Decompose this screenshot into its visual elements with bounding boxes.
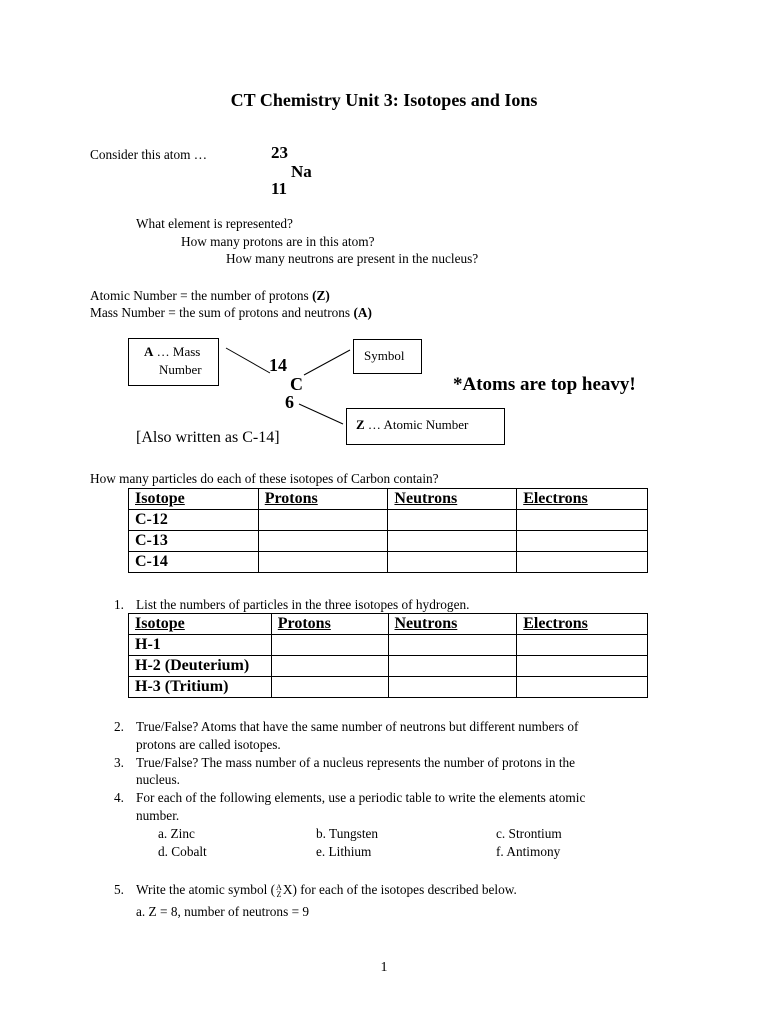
neutrons-cell[interactable] xyxy=(388,531,517,552)
neutrons-cell[interactable] xyxy=(388,510,517,531)
neutrons-cell[interactable] xyxy=(388,656,517,677)
question-3-number: 3. xyxy=(114,755,124,770)
atomic-number-box xyxy=(346,408,505,445)
neutrons-cell[interactable] xyxy=(388,552,517,573)
mass-number-box xyxy=(128,338,219,386)
table-row xyxy=(129,510,648,531)
electrons-cell[interactable] xyxy=(517,635,648,656)
atomic-number-symbol: (Z) xyxy=(312,288,330,303)
header-isotope: Isotope xyxy=(129,489,259,510)
electrons-cell[interactable] xyxy=(517,677,648,698)
table-row xyxy=(129,656,648,677)
carbon-isotope-table xyxy=(128,488,648,573)
intro-question-3: How many neutrons are present in the nucleus? xyxy=(226,251,479,266)
neutrons-cell[interactable] xyxy=(388,677,517,698)
atomic-box-letter: Z xyxy=(356,417,365,432)
question-3-line-2: nucleus. xyxy=(136,772,180,787)
protons-cell[interactable] xyxy=(271,656,388,677)
isotope-cell: C-12 xyxy=(129,510,259,531)
question-5-text xyxy=(136,882,517,898)
header-neutrons: Neutrons xyxy=(388,614,517,635)
table-row xyxy=(129,552,648,573)
header-neutrons: Neutrons xyxy=(388,489,517,510)
header-protons: Protons xyxy=(258,489,388,510)
isotope-cell: H-2 (Deuterium) xyxy=(129,656,272,677)
page-title: CT Chemistry Unit 3: Isotopes and Ions xyxy=(230,90,538,110)
element-strontium: c. Strontium xyxy=(496,826,562,841)
element-zinc: a. Zinc xyxy=(158,826,195,841)
question-2-line-1: True/False? Atoms that have the same number of neutrons but different numbers of xyxy=(136,719,579,734)
header-electrons: Electrons xyxy=(517,614,648,635)
carbon-table-prompt: How many particles do each of these isotopes of Carbon contain? xyxy=(90,471,439,486)
mass-number-symbol: (A) xyxy=(353,305,372,320)
isotope-cell: H-1 xyxy=(129,635,272,656)
header-protons: Protons xyxy=(271,614,388,635)
element-antimony: f. Antimony xyxy=(496,844,561,859)
carbon-mass-number: 14 xyxy=(269,355,287,375)
consider-label: Consider this atom … xyxy=(90,147,208,162)
header-electrons: Electrons xyxy=(517,489,648,510)
q5-prefix: Write the atomic symbol ( xyxy=(136,882,276,897)
header-isotope: Isotope xyxy=(129,614,272,635)
element-tungsten: b. Tungsten xyxy=(316,826,379,841)
table-header-row xyxy=(129,614,648,635)
protons-cell[interactable] xyxy=(258,552,388,573)
atomic-symbol-notation xyxy=(276,884,282,898)
question-4-number: 4. xyxy=(114,790,124,805)
hydrogen-table-prompt: List the numbers of particles in the three isotopes of hydrogen. xyxy=(136,597,470,612)
carbon-symbol: C xyxy=(290,374,303,394)
element-cobalt: d. Cobalt xyxy=(158,844,207,859)
table-row xyxy=(129,635,648,656)
notation-atomic-letter: Z xyxy=(276,889,282,899)
question-3-line-1: True/False? The mass number of a nucleus represents the number of protons in the xyxy=(136,755,576,770)
notation-mass-letter: A xyxy=(276,882,282,892)
question-4-line-2: number. xyxy=(136,808,180,823)
table-header-row xyxy=(129,489,648,510)
sodium-atomic-number: 11 xyxy=(271,179,288,198)
table-row xyxy=(129,677,648,698)
element-lithium: e. Lithium xyxy=(316,844,372,859)
electrons-cell[interactable] xyxy=(517,552,648,573)
intro-question-1: What element is represented? xyxy=(136,216,293,231)
carbon-atomic-number: 6 xyxy=(285,392,294,412)
hydrogen-isotope-table xyxy=(128,613,648,698)
atomic-number-text: Atomic Number = the number of protons xyxy=(90,288,313,303)
protons-cell[interactable] xyxy=(271,677,388,698)
page-number: 1 xyxy=(380,960,388,975)
symbol-box: Symbol xyxy=(353,339,422,374)
question-2-line-2: protons are called isotopes. xyxy=(136,737,281,752)
electrons-cell[interactable] xyxy=(517,656,648,677)
mass-number-text: Mass Number = the sum of protons and neutrons xyxy=(90,305,354,320)
atomic-box-text: … Atomic Number xyxy=(364,417,469,432)
question-2-number: 2. xyxy=(114,719,124,734)
protons-cell[interactable] xyxy=(258,531,388,552)
protons-cell[interactable] xyxy=(271,635,388,656)
table-row xyxy=(129,531,648,552)
electrons-cell[interactable] xyxy=(517,531,648,552)
mass-box-text: … Mass xyxy=(153,344,201,359)
neutrons-cell[interactable] xyxy=(388,635,517,656)
isotope-cell: H-3 (Tritium) xyxy=(129,677,272,698)
also-written-note: [Also written as C-14] xyxy=(136,429,280,446)
question-1-number: 1. xyxy=(114,597,124,612)
mass-box-letter: A xyxy=(144,344,154,359)
protons-cell[interactable] xyxy=(258,510,388,531)
question-5a: a. Z = 8, number of neutrons = 9 xyxy=(136,904,310,919)
top-heavy-note: *Atoms are top heavy! xyxy=(453,374,636,395)
sodium-mass-number: 23 xyxy=(271,143,288,162)
q5-suffix: ) for each of the isotopes described below. xyxy=(292,882,517,897)
question-4-line-1: For each of the following elements, use a periodic table to write the elements atomic xyxy=(136,790,586,805)
electrons-cell[interactable] xyxy=(517,510,648,531)
intro-question-2: How many protons are in this atom? xyxy=(181,234,375,249)
question-5-number: 5. xyxy=(114,882,124,897)
isotope-cell: C-13 xyxy=(129,531,259,552)
notation-element-letter: X xyxy=(282,882,293,897)
sodium-symbol: Na xyxy=(291,162,312,181)
isotope-cell: C-14 xyxy=(129,552,259,573)
mass-box-text-2: Number xyxy=(159,362,202,377)
